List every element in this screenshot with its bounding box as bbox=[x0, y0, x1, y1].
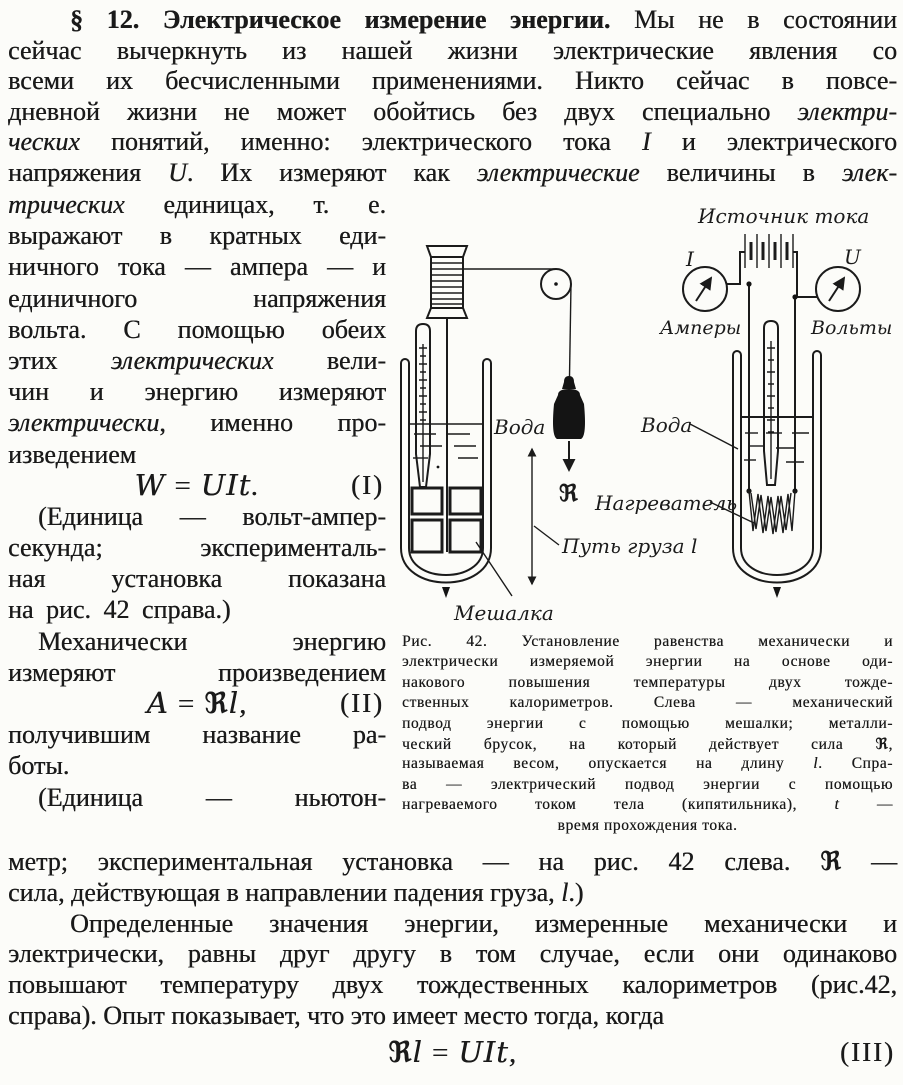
cord-down bbox=[570, 284, 572, 377]
vessel-nub bbox=[442, 587, 450, 598]
text-line: единичного напряжения bbox=[8, 283, 386, 313]
water-label-left: Вода bbox=[494, 415, 546, 439]
text-line: трических единицах, т. е. bbox=[8, 190, 386, 219]
text-line: на рис. 42 справа.) bbox=[8, 595, 231, 625]
formula-3: ℜl = UIt, (III) bbox=[387, 1034, 895, 1069]
battery bbox=[745, 234, 793, 268]
text-line: время прохождения тока. bbox=[557, 816, 738, 834]
left-thermometer bbox=[416, 324, 430, 487]
text-line: электрически измеряемой энергии на основе оди- bbox=[402, 653, 893, 671]
weight-path-label: Путь груза l bbox=[562, 534, 698, 558]
text-line: ческий брусок, на который действует сила ℜ, bbox=[402, 733, 893, 753]
text-line: дневной жизни не может обойтись без двух специально электри- bbox=[8, 96, 897, 126]
text-line: чин и энергию измеряют bbox=[8, 377, 386, 407]
text-line: Механически энергию bbox=[38, 626, 386, 656]
voltmeter-label: Вольты bbox=[811, 317, 893, 339]
text-line: ничного тока — ампера — и bbox=[8, 252, 386, 282]
heater-label: Нагреватель bbox=[595, 491, 738, 515]
water-pointer bbox=[690, 424, 738, 449]
text-line: нагреваемого током тела (кипятильника), t — bbox=[402, 796, 893, 814]
heater-coil bbox=[749, 491, 795, 534]
ammeter-label: Амперы bbox=[660, 317, 742, 339]
text-line: электрически, именно про- bbox=[8, 408, 386, 438]
figure-42 bbox=[398, 196, 903, 633]
text-line: изведением bbox=[8, 439, 137, 469]
text-line: сила, действующая в направлении падения груза, l.) bbox=[8, 877, 584, 907]
voltmeter bbox=[816, 267, 860, 311]
text-line: повышают температуру двух тождественных калориметров (рис.42, bbox=[8, 970, 897, 1000]
text-line: Рис. 42. Установление равенства механически и bbox=[402, 633, 893, 650]
text-line: всеми их бесчисленными применениями. Никто сейчас в повсе- bbox=[8, 66, 897, 96]
text-line: напряжения U. Их измеряют как электрические величины в элек- bbox=[8, 157, 898, 187]
right-thermometer bbox=[764, 321, 778, 485]
figure-42-drawing bbox=[398, 196, 903, 633]
text-line: подвод энергии с помощью мешалки; металли- bbox=[402, 714, 893, 732]
text-line: электрически, равны друг другу в том случае, если они одинаково bbox=[8, 939, 897, 969]
ammeter bbox=[683, 267, 727, 311]
left-text-column bbox=[8, 189, 386, 813]
current-source-label: Источник тока bbox=[698, 204, 870, 228]
text-line: сейчас вычеркнуть из нашей жизни электрические явления со bbox=[8, 35, 897, 65]
bottom-paragraph bbox=[8, 847, 897, 1068]
text-line: метр; экспериментальная установка — на рис. 42 слева. ℜ — bbox=[8, 847, 898, 877]
weight bbox=[553, 376, 585, 439]
text-line: ственных калориметров. Слева — механический bbox=[402, 694, 893, 712]
text-line: § 12. Электрическое измерение энергии. Мы не в состоянии bbox=[70, 5, 897, 34]
text-line: выражают в кратных еди- bbox=[8, 221, 386, 251]
text-line: Определенные значения энергии, измеренные механически и bbox=[70, 908, 897, 938]
text-line: измеряют произведением bbox=[8, 657, 386, 687]
text-line: ческих понятий, именно: электрического тока I и электрического bbox=[8, 127, 897, 157]
stirrer-label: Мешалка bbox=[454, 601, 554, 625]
voltmeter-letter: U bbox=[844, 245, 861, 269]
formula-1: W = UIt. (I) bbox=[134, 467, 384, 502]
text-line: (Единица — вольт-ампер- bbox=[38, 501, 386, 531]
text-line: (Единица — ньютон- bbox=[38, 782, 386, 812]
intro-paragraph bbox=[8, 5, 897, 189]
text-line: накового повышения температуры двух тожде- bbox=[402, 673, 893, 691]
text-line: боты. bbox=[8, 751, 70, 781]
text-line: справа). Опыт показывает, что это имеет место тогда, когда bbox=[8, 1000, 664, 1030]
ammeter-letter: I bbox=[686, 247, 694, 271]
vessel-nub bbox=[773, 587, 781, 598]
text-line: этих электрических вели- bbox=[8, 345, 386, 375]
text-line: называемая весом, опускается на длину l. Спра- bbox=[402, 755, 893, 773]
spool bbox=[427, 246, 467, 318]
text-line: секунда; эксперименталь- bbox=[8, 533, 386, 563]
text-line: ва — электрический подвод энергии с помощью bbox=[402, 775, 893, 793]
weight-path-pointer bbox=[534, 526, 559, 545]
water-label-right: Вода bbox=[641, 413, 693, 437]
formula-2: A = ℜl, (II) bbox=[146, 686, 384, 720]
text-line: получившим название ра- bbox=[8, 720, 386, 750]
text-line: вольта. С помощью обеих bbox=[8, 314, 386, 344]
force-symbol-label: ℜ bbox=[559, 480, 578, 507]
figure-caption bbox=[402, 632, 893, 836]
text-line: ная установка показана bbox=[8, 564, 386, 594]
